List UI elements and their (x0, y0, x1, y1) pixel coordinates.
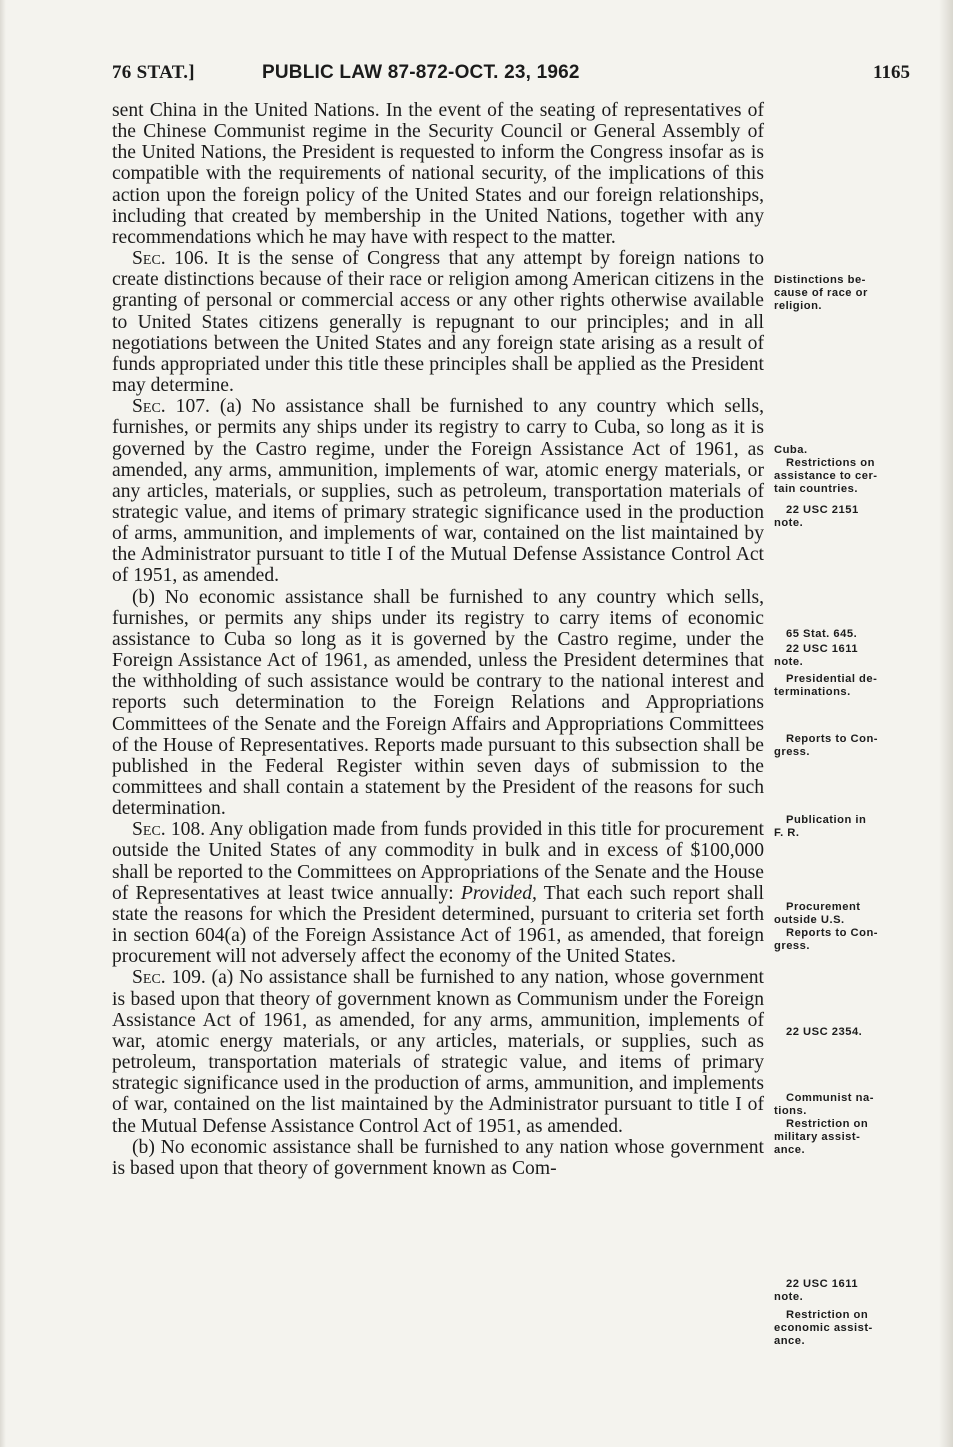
margin-note-65-stat-645: 65 Stat. 645. (786, 628, 858, 640)
section-109-a (112, 967, 764, 1136)
margin-note-communist: Communist na- tions. Restriction on military assist- ance. (774, 1092, 874, 1156)
body-text (112, 100, 764, 1179)
margin-note-cuba: Cuba. Restrictions on assistance to cer- tain countries. (774, 444, 878, 495)
page-number: 1165 (873, 62, 910, 83)
stat-reference: 76 STAT.] (112, 62, 195, 83)
section-108 (112, 819, 764, 967)
section-107-b: (b) No economic assistance shall be furnished to any country which sells, furnishes, or permits any ships under its registry to carry items of economic assistance to Cuba so long as it is governed by the Castro regime, under the Foreign Assistance Act of 1961, as amended, unless the President determines that the withholding of such assistance would be contrary to the national interest and reports such determination to the Foreign Relations and Appropriations Committees of the Senate and the Foreign Affairs and Appropriations Committees of the House of Representatives. Reports made pursuant to this subsection shall be published in the Federal Register within seven days of submission to the committees and shall contain a statement by the President of the reasons for such determination. (112, 586, 764, 820)
margin-note-reports: Reports to Con- gress. (774, 733, 879, 758)
section-label: Sec. 107. (132, 396, 210, 418)
margin-note-22-usc-1611: 22 USC 1611 note. (774, 643, 859, 668)
margin-note-restriction-economic: Restriction on economic assist- ance. (774, 1309, 873, 1347)
margin-note-publication: Publication in F. R. (774, 814, 867, 839)
page-title: PUBLIC LAW 87-872-OCT. 23, 1962 (262, 62, 580, 83)
section-text: Any obligation made from funds provided in this title for procurement outside the United States of any commodity in bulk and in excess of $100,000 shall be reported to the Committees on Appropriations of the Senate and the House of Representatives at least twice annually: (112, 819, 764, 904)
page-header (112, 62, 910, 88)
paragraph-continuation: sent China in the United Nations. In the event of the seating of representatives of the Chinese Communist regime in the Security Council or General Assembly of the United Nations, the President is requested to inform the Congress insofar as is compatible with the requirements of national security, of the implications of this action upon the foreign policy of the United States and our foreign relationships, including that created by membership in the United Nations, together with any recommendations which he may have with respect to the matter. (112, 100, 764, 248)
section-label: Sec. 106. (132, 248, 209, 270)
page-edge-right (939, 0, 953, 1447)
margin-note-22-usc-2354: 22 USC 2354. (786, 1026, 863, 1038)
section-label: Sec. 109. (132, 967, 206, 989)
section-109-b: (b) No economic assistance shall be furnished to any nation whose government is based upon that theory of government known as Com- (112, 1136, 764, 1179)
page-edge-left (0, 0, 6, 1447)
section-107-a (112, 396, 764, 586)
margin-note-22-usc-1611-b: 22 USC 1611 note. (774, 1278, 859, 1303)
margin-note-presidential: Presidential de- terminations. (774, 673, 878, 698)
section-label: Sec. 108. (132, 819, 206, 841)
section-text: (a) No assistance shall be furnished to any country which sells, furnishes, or permits any ships under its registry to carry to Cuba, so long as it is governed by the Castro regime, under the Foreign Assistance Act of 1961, as amended, any arms, ammunition, implements of war, atomic energy materials, or any articles, materials, or supplies, such as petroleum, transportation materials of strategic value, and items of primary strategic significance used in the production of arms, ammunition, and implements of war, contained on the list maintained by the Administrator pursuant to title I of the Mutual Defense Assistance Control Act of 1951, as amended. (112, 396, 764, 587)
proviso-word: Provided, (460, 882, 537, 904)
margin-note-22-usc-2151: 22 USC 2151 note. (774, 504, 859, 529)
section-text: (a) No assistance shall be furnished to any nation, whose government is based upon that theory of government known as Communism under the Foreign Assistance Act of 1961, as amended, for any arms, ammunition, implements of war, atomic energy materials, or any articles, materials, or supplies, such as petroleum, transportation materials of strategic value, and items of primary strategic significance used in the production of arms, ammunition, and implements of war, contained on the list maintained by the Administrator pursuant to title I of the Mutual Defense Assistance Control Act of 1951, as amended. (112, 967, 765, 1137)
section-text: That each such report shall state the reasons for which the President determined, pursuant to criteria set forth in section 604(a) of the Foreign Assistance Act of 1961, as amended, that foreign procurement will not adversely affect the economy of the United States. (112, 882, 764, 968)
margin-note-procurement: Procurement outside U.S. Reports to Con- gress. (774, 901, 879, 952)
margin-note-distinctions: Distinctions be- cause of race or religion. (774, 274, 868, 312)
section-106 (112, 248, 764, 396)
section-text: It is the sense of Congress that any attempt by foreign nations to create distinctions because of their race or religion among American citizens in the granting of personal or commercial access or any other rights otherwise available to United States citizens generally is repugnant to our principles; and in all negotiations between the United States and any foreign state arising as a result of funds appropriated under this title these principles shall be applied as the President may determine. (112, 248, 764, 397)
